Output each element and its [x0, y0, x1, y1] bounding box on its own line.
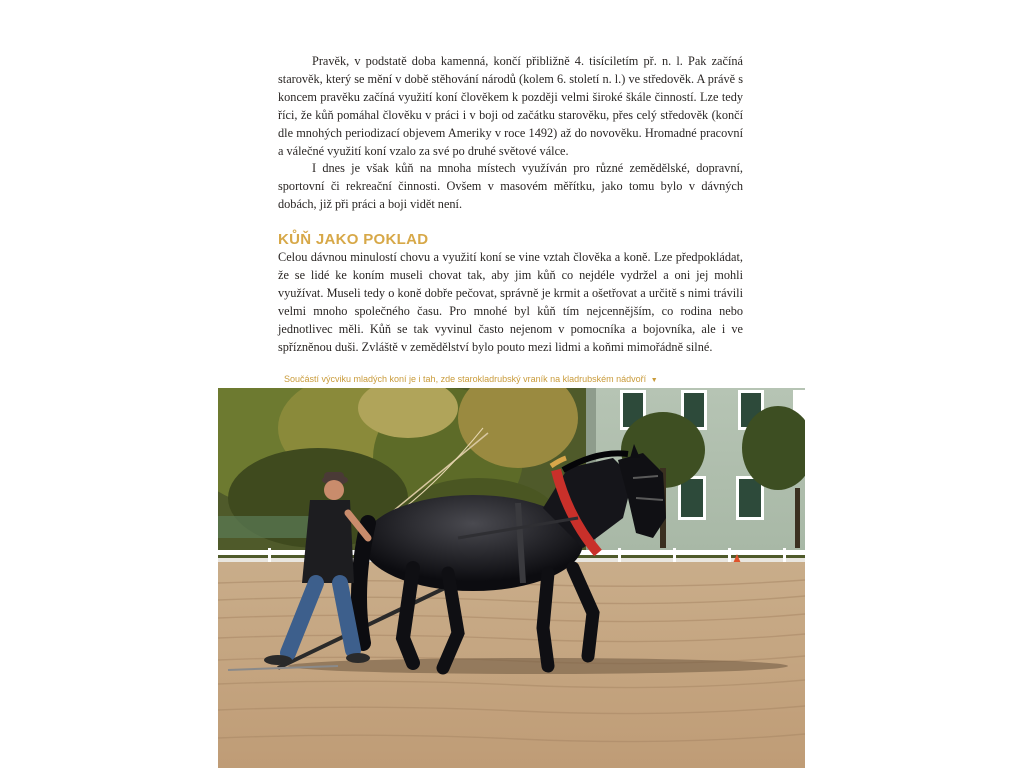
section-heading: KŮŇ JAKO POKLAD [278, 231, 429, 248]
section-text-block [278, 249, 743, 356]
photo-caption [284, 374, 658, 384]
intro-paragraph-2: I dnes je však kůň na mnoha místech využíván pro různé zemědělské, dopravní, sportovní či rekreační činnosti. Ovšem v masovém měřítku, jako tomu bylo v dávných dobách, již při práci a boji vidět není. [278, 161, 743, 212]
horse-training-photo [218, 388, 805, 768]
intro-text-block [278, 53, 743, 214]
photo-caption-text: Součástí výcviku mladých koní je i tah, zde starokladrubský vraník na kladrubském nádvoří [284, 374, 647, 384]
section-paragraph: Celou dávnou minulostí chovu a využití koní se vine vztah člověka a koně. Lze předpokládat, že se lidé ke koním museli chovat tak, aby jim kůň co nejdéle vydržel a oni jej mohli využívat. Museli tedy o koně dobře pečovat, správně je krmit a ošetřovat a určitě s nimi trávili velmi mnoho společného času. Pro mnohé byl kůň tím nejcennějším, co rodina nebo jednotlivec měli. Kůň se tak vyvinul často nejenom v pomocníka a bojovníka, ale i ve spřízněnou duši. Zvláště v zemědělství bylo pouto mezi lidmi a koňmi mimořádně silné. [278, 250, 743, 354]
intro-paragraph-1: Pravěk, v podstatě doba kamenná, končí přibližně 4. tisíciletím př. n. l. Pak začíná starověk, který se mění v době stěhování národů (kolem 6. století n. l.) ve středověk. A právě s koncem pravěku začíná využití koní člověkem k později velmi široké škále činností. Lze tedy říci, že kůň pomáhal člověku v práci i v boji od začátku starověku, přes celý středověk (končí dle mnohých periodizací objevem Ameriky v roce 1492) až do novověku. Hromadné pracovní a válečné využití koní vzalo za své po druhé světové válce. [278, 54, 743, 158]
caption-down-triangle-icon: ▼ [650, 377, 658, 384]
